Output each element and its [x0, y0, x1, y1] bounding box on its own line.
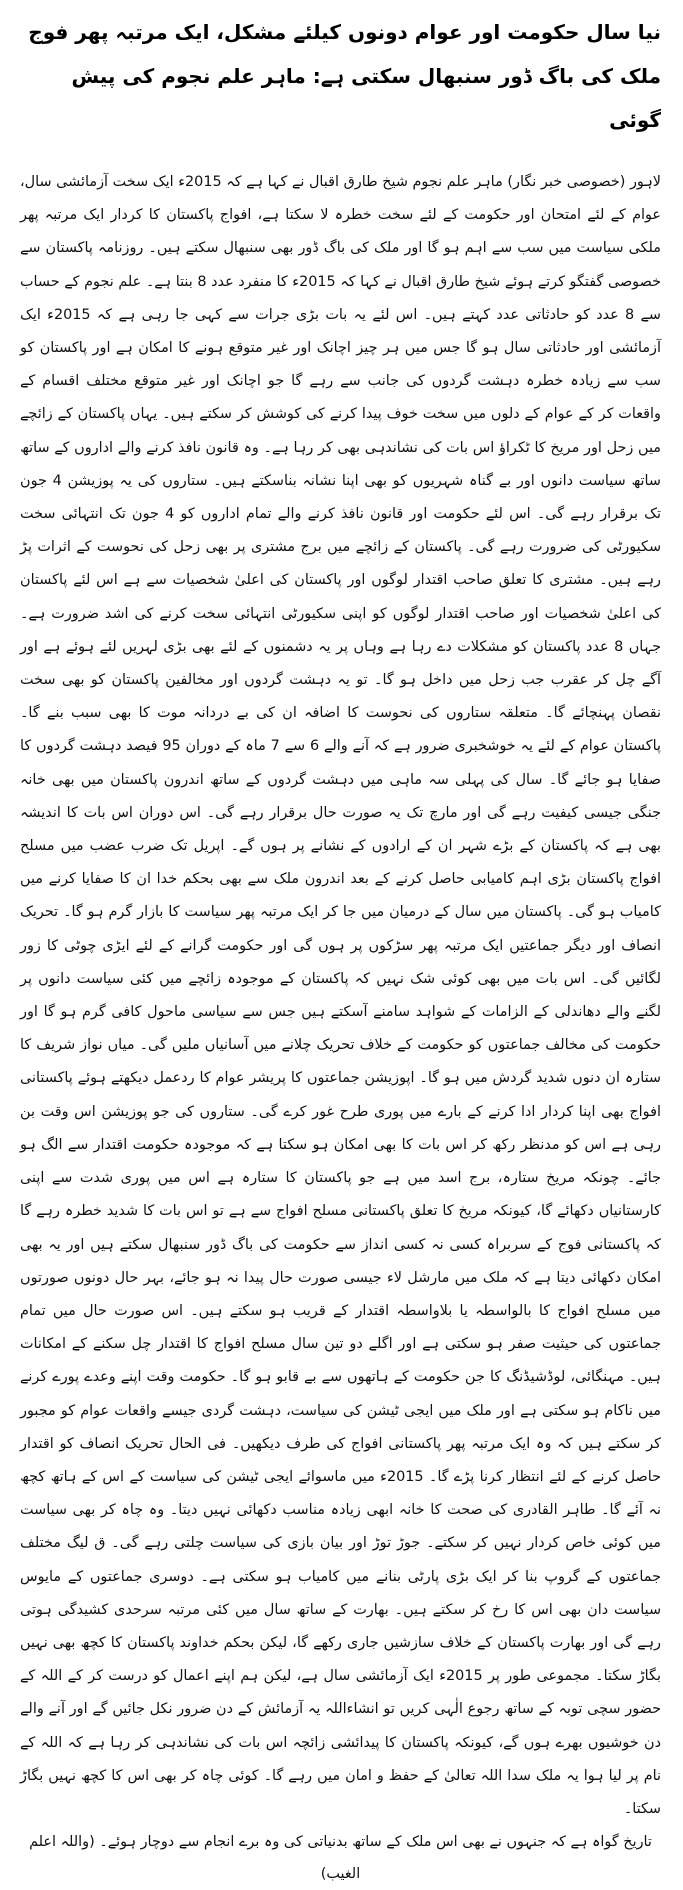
article-body: لاہور (خصوصی خبر نگار) ماہر علم نجوم شیخ طارق اقبال نے کہا ہے کہ 2015ء ایک سخت آزمائشی سال، عوام کے لئے امتحان اور حکومت کے لئے سخت خطرہ لا سکتا ہے، افواج پاکستان کا کردار ایک مرتبہ پھر ملکی سیاست میں سب سے اہم ہو گا اور ملک کی باگ ڈور بھی سنبھال سکتے ہیں۔ روزنامہ پاکستان سے خصوصی گفتگو کرتے ہوئے شیخ طارق اقبال نے کہا کہ 2015ء کا منفرد عدد 8 بنتا ہے۔ علم نجوم کے حساب سے 8 عدد کو حادثاتی عدد کہتے ہیں۔ اس لئے یہ بات بڑی جرات سے کہی جا رہی ہے کہ 2015ء ایک آزمائشی اور حادثاتی سال ہو گا جس میں ہر چیز اچانک اور غیر متوقع ہونے کا امکان ہے اور پاکستان کو سب سے زیادہ خطرہ دہشت گردوں کی جانب سے رہے گا جو اچانک اور غیر متوقع مختلف اقسام کے واقعات کر کے عوام کے دلوں میں سخت خوف پیدا کرنے کی کوشش کر سکتے ہیں۔ یہاں پاکستان کے زائچے میں زحل اور مریخ کا ٹکراؤ اس بات کی نشاندہی بھی کر رہا ہے۔ وہ قانون نافذ کرنے والے اداروں کے ساتھ ساتھ سیاست دانوں اور بے گناہ شہریوں کو بھی اپنا نشانہ بناسکتے ہیں۔ ستاروں کی یہ پوزیشن 4 جون تک برقرار رہے گی۔ اس لئے حکومت اور قانون نافذ کرنے والے تمام اداروں کو 4 جون تک انتہائی سخت سکیورٹی کی ضرورت رہے گی۔ پاکستان کے زائچے میں برج مشتری پر بھی زحل کی نحوست کے اثرات پڑ رہے ہیں۔ مشتری کا تعلق صاحب اقتدار لوگوں اور پاکستان کی اعلیٰ شخصیات سے ہے اس لئے پاکستان کی اعلیٰ شخصیات اور صاحب اقتدار لوگوں کو اپنی سکیورٹی انتہائی سخت کرنے کی اشد ضرورت ہے۔ جہاں 8 عدد پاکستان کو مشکلات دے رہا ہے وہاں پر یہ دشمنوں کے لئے بھی بڑی لہریں لئے ہوئے ہے اور آگے چل کر عقرب جب زحل میں داخل ہو گا۔ تو یہ دہشت گردوں اور مخالفین پاکستان کو بھی سخت نقصان پہنچائے گا۔ متعلقہ ستاروں کی نحوست کا اضافہ ان کی بے دردانہ موت کا بھی سبب بنے گا۔ پاکستان عوام کے لئے یہ خوشخبری ضرور ہے کہ آنے والے 6 سے 7 ماہ کے دوران 95 فیصد دہشت گردوں کا صفایا ہو جائے گا۔ سال کی پہلی سہ ماہی میں دہشت گردوں کے ساتھ اندرون پاکستان میں بھی خانہ جنگی جیسی کیفیت رہے گی اور مارچ تک یہ صورت حال برقرار رہے گی۔ اس دوران اس بات کا اندیشہ بھی ہے کہ پاکستان کے بڑے شہر ان کے ارادوں کے نشانے پر ہوں گے۔ اپریل تک ضرب عضب میں مسلح افواج پاکستان بڑی اہم کامیابی حاصل کرنے کے بعد اندرون ملک سے بھی بحکم خدا ان کا صفایا کرنے میں کامیاب ہو گی۔ پاکستان میں سال کے درمیان میں جا کر ایک مرتبہ پھر سیاست کا بازار گرم ہو گا۔ تحریک انصاف اور دیگر جماعتیں ایک مرتبہ پھر سڑکوں پر ہوں گی اور حکومت گرانے کے لئے ایڑی چوٹی کا زور لگائیں گی۔ اس بات میں بھی کوئی شک نہیں کہ پاکستان کے موجودہ زائچے میں کئی سیاست دانوں پر لگنے والے دھاندلی کے الزامات کے شواہد سامنے آسکتے ہیں جس سے سیاسی ماحول کافی گرم ہو گا اور حکومت کی مخالف جماعتوں کو حکومت کے خلاف تحریک چلانے میں آسانیاں ملیں گی۔ میاں نواز شریف کا ستارہ ان دنوں شدید گردش میں ہو گا۔ اپوزیشن جماعتوں کا پریشر عوام کا ردعمل دیکھتے ہوئے پاکستانی افواج بھی اپنا کردار ادا کرنے کے بارے میں پوری طرح غور کرے گی۔ ستاروں کی جو پوزیشن اس وقت بن رہی ہے اس کو مدنظر رکھ کر اس بات کا بھی امکان ہو سکتا ہے کہ موجودہ حکومت اقتدار سے الگ ہو جائے۔ چونکہ مریخ ستارہ، برج اسد میں ہے جو پاکستان کا ستارہ ہے اس میں پوری شدت سے اپنی کارستانیاں دکھائے گا، کیونکہ مریخ کا تعلق پاکستانی مسلح افواج سے ہے تو اس بات کا شدید خطرہ رہے گا کہ پاکستانی فوج کے سربراہ کسی نہ کسی انداز سے حکومت کی باگ ڈور سنبھال سکتے ہیں اور یہ بھی امکان دکھائی دیتا ہے کہ ملک میں مارشل لاء جیسی صورت حال پیدا نہ ہو جائے، بہر حال دونوں صورتوں میں مسلح افواج کا بالواسطہ یا بلاواسطہ اقتدار کے قریب ہو سکتے ہیں۔ اس صورت حال میں تمام جماعتوں کی حیثیت صفر ہو سکتی ہے اور اگلے دو تین سال مسلح افواج کا اقتدار چل سکنے کے امکانات ہیں۔ مہنگائی، لوڈشیڈنگ کا جن حکومت کے ہاتھوں سے بے قابو ہو گا۔ حکومت وقت اپنے وعدے پورے کرنے میں ناکام ہو سکتی ہے اور ملک میں ایجی ٹیشن کی سیاست، دہشت گردی جیسے واقعات عوام کو مجبور کر سکتے ہیں کہ وہ ایک مرتبہ پھر پاکستانی افواج کی طرف دیکھیں۔ فی الحال تحریک انصاف کو اقتدار حاصل کرنے کے لئے انتظار کرنا پڑے گا۔ 2015ء میں ماسوائے ایجی ٹیشن کی سیاست کے اس کے ہاتھ کچھ نہ آئے گا۔ طاہر القادری کی صحت کا خانہ ابھی زیادہ مناسب دکھائی نہیں دیتا۔ وہ چاہ کر بھی سیاست میں کوئی خاص کردار نہیں کر سکتے۔ جوڑ توڑ اور بیان بازی کی سیاست چلتی رہے گی۔ ق لیگ مختلف جماعتوں کے گروپ بنا کر ایک بڑی پارٹی بنانے میں کامیاب ہو سکتی ہے۔ دوسری جماعتوں کے مایوس سیاست دان بھی اس کا رخ کر سکتے ہیں۔ بھارت کے ساتھ سال میں کئی مرتبہ سرحدی کشیدگی ہوتی رہے گی اور بھارت پاکستان کے خلاف سازشیں جاری رکھے گا، لیکن بحکم خداوند پاکستان کا کچھ بھی نہیں بگاڑ سکتا۔ مجموعی طور پر 2015ء ایک آزمائشی سال ہے، لیکن ہم اپنے اعمال کو درست کر کے اللہ کے حضور سچی توبہ کے ساتھ رجوع الٰہی کریں تو انشاءاللہ یہ آزمائش کے دن ضرور نکل جائیں گے اور آنے والے دن خوشیوں بھرے ہوں گے، کیونکہ پاکستان کا پیدائشی زائچہ اس بات کی نشاندہی کر رہا ہے کہ اللہ کے نام پر لیا ہوا یہ ملک سدا اللہ تعالیٰ کے حفظ و امان میں رہے گا۔ کوئی چاہ کر بھی اس کا کچھ نہیں بگاڑ سکتا۔: [20, 174, 662, 1817]
article-headline: نیا سال حکومت اور عوام دونوں کیلئے مشکل، ایک مرتبہ پھر فوج ملک کی باگ ڈور سنبھال سکتی ہے: ماہر علم نجوم کی پیش گوئی: [28, 20, 661, 132]
article-closing-line: تاریخ گواہ ہے کہ جنہوں نے بھی اس ملک کے ساتھ بدنیاتی کی وہ برے انجام سے دوچار ہوئے۔ (واللہ اعلم الغیب): [29, 1834, 652, 1883]
